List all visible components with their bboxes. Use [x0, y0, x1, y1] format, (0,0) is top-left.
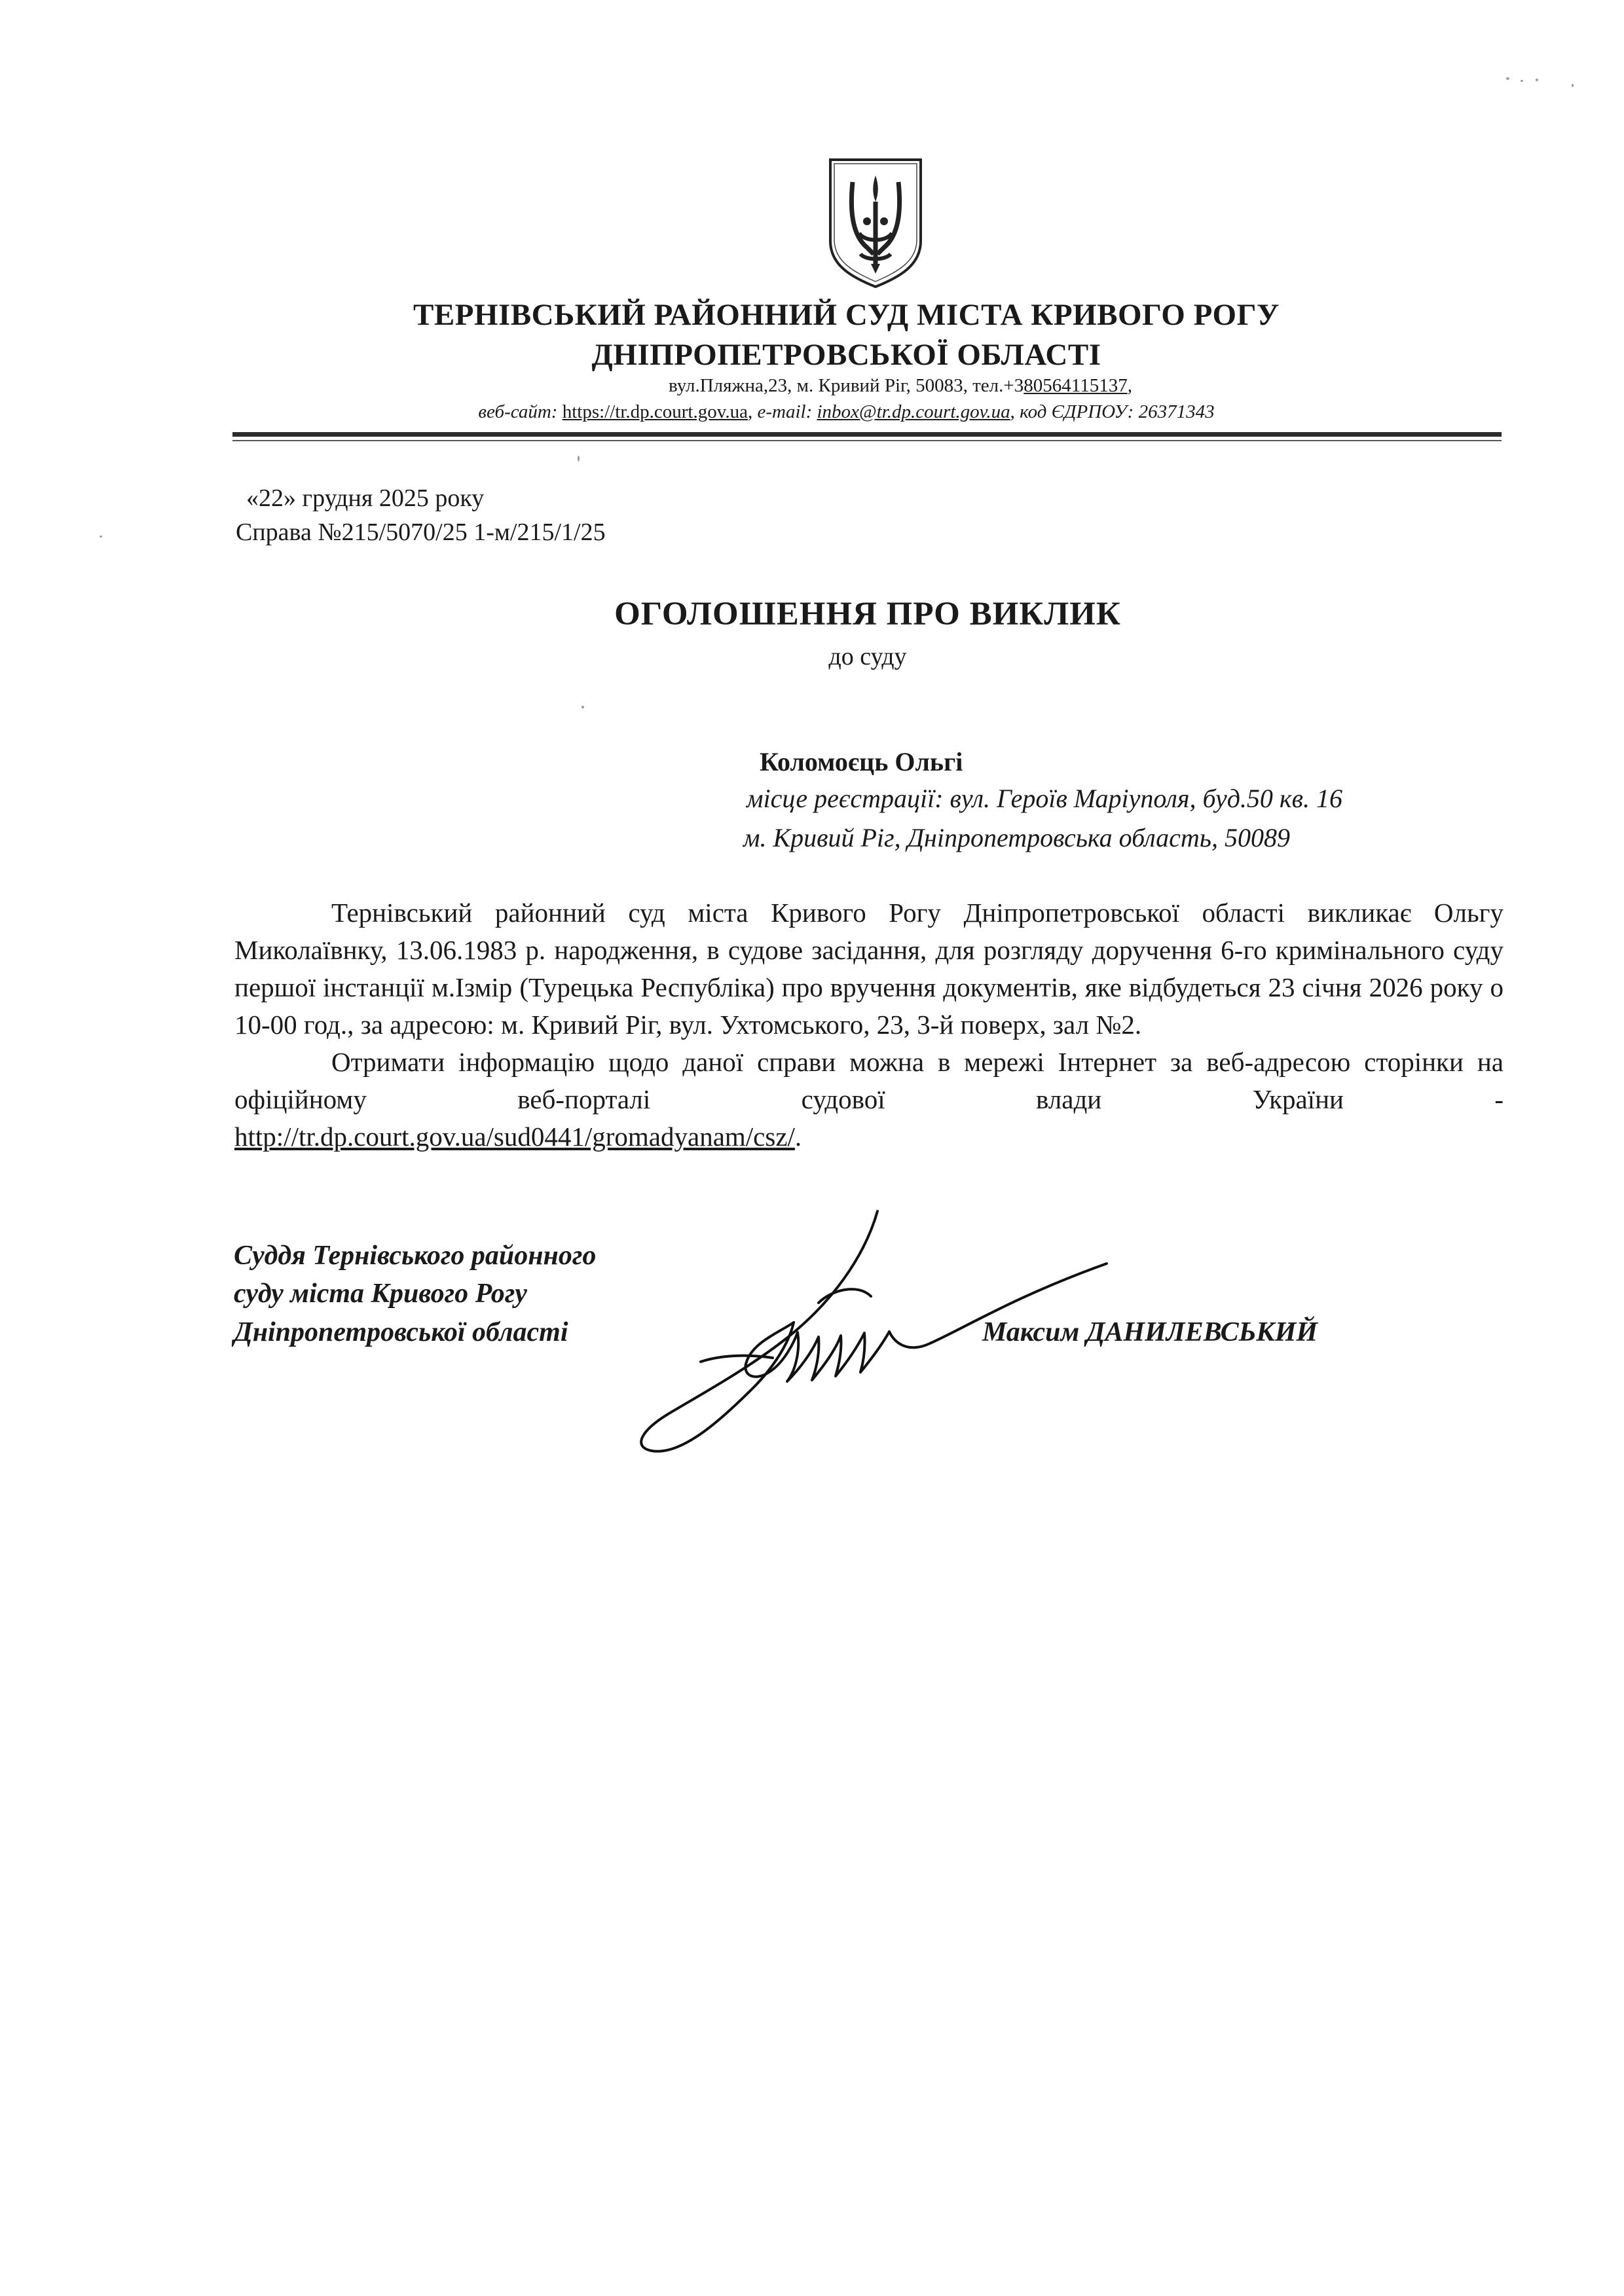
- letterhead-divider-thin: [232, 440, 1502, 441]
- document-title: ОГОЛОШЕННЯ ПРО ВИКЛИК: [614, 596, 1121, 632]
- court-name-line-1: ТЕРНІВСЬКИЙ РАЙОННИЙ СУД МІСТА КРИВОГО РОГУ: [413, 298, 1280, 332]
- info-link[interactable]: http://tr.dp.court.gov.ua/sud0441/gromadyanam/csz/: [234, 1121, 795, 1152]
- email-link[interactable]: inbox@tr.dp.court.gov.ua: [817, 401, 1010, 422]
- document-subtitle: до суду: [828, 643, 907, 670]
- addressee-address-line-2: м. Кривий Ріг, Дніпропетровська область, 50089: [743, 823, 1290, 852]
- court-name-line-2: ДНІПРОПЕТРОВСЬКОЇ ОБЛАСТІ: [591, 338, 1101, 372]
- website-label: веб-сайт:: [478, 401, 563, 422]
- address-text: вул.Пляжна,23, м. Кривий Ріг, 50083, тел.+3: [669, 375, 1024, 396]
- judge-title-line-1: Суддя Тернівського районного: [234, 1241, 597, 1271]
- scan-speck: [1536, 79, 1538, 81]
- scan-speck: [578, 456, 580, 462]
- case-number: Справа №215/5070/25 1-м/215/1/25: [236, 519, 606, 546]
- body-paragraph-2: Отримати інформацію щодо даної справи можна в мережі Інтернет за веб-адресою сторінки на офіційному веб-порталі судової влади України -: [234, 1047, 1504, 1114]
- edrpou-code: 26371343: [1138, 401, 1215, 422]
- scan-speck: [1506, 77, 1509, 80]
- body-paragraph-1: Тернівський районний суд міста Кривого Рогу Дніпропетровської області викликає Ольгу Миколаївнку, 13.06.1983 р. народження, в судове засідання, для розгляду доручення 6-го кримінального суду першої інстанції м.Ізмір (Турецька Республіка) про вручення документів, яке відбудеться 23 січня 2026 року о 10-00 год., за адресою: м. Кривий Ріг, вул. Ухтомського, 23, 3-й поверх, зал №2.: [234, 898, 1504, 1040]
- scan-speck: [1521, 80, 1523, 82]
- document-date: «22» грудня 2025 року: [246, 484, 485, 512]
- email-label: e-mail:: [757, 401, 817, 422]
- scan-speck: [100, 536, 102, 538]
- addressee-name: Коломоєць Ольгі: [760, 747, 963, 776]
- judge-title-line-2: суду міста Кривого Рогу: [234, 1279, 527, 1309]
- website-link[interactable]: https://tr.dp.court.gov.ua: [562, 401, 748, 422]
- scan-speck: [581, 706, 584, 708]
- handwritten-signature: [622, 1198, 1120, 1460]
- phone-number[interactable]: 80564115137: [1024, 375, 1128, 396]
- info-link-line: [234, 1118, 1504, 1156]
- judge-title-line-3: Дніпропетровської області: [234, 1317, 568, 1347]
- link-suffix: .: [794, 1121, 802, 1152]
- body-text: [234, 894, 1504, 1156]
- judge-name: Максим ДАНИЛЕВСЬКИЙ: [982, 1317, 1318, 1347]
- coat-of-arms-icon: [826, 156, 925, 289]
- edrpou-label: код ЄДРПОУ:: [1020, 401, 1139, 422]
- addressee-address-line-1: місце реєстрації: вул. Героїв Маріуполя, буд.50 кв. 16: [747, 784, 1342, 813]
- court-address: вул.Пляжна,23, м. Кривий Ріг, 50083, тел.+380564115137,: [669, 375, 1132, 396]
- court-contacts: веб-сайт: https://tr.dp.court.gov.ua, e-mail: inbox@tr.dp.court.gov.ua, код ЄДРПОУ: 26371343: [478, 401, 1215, 422]
- letterhead-divider: [232, 432, 1502, 437]
- scan-speck: [1572, 84, 1574, 87]
